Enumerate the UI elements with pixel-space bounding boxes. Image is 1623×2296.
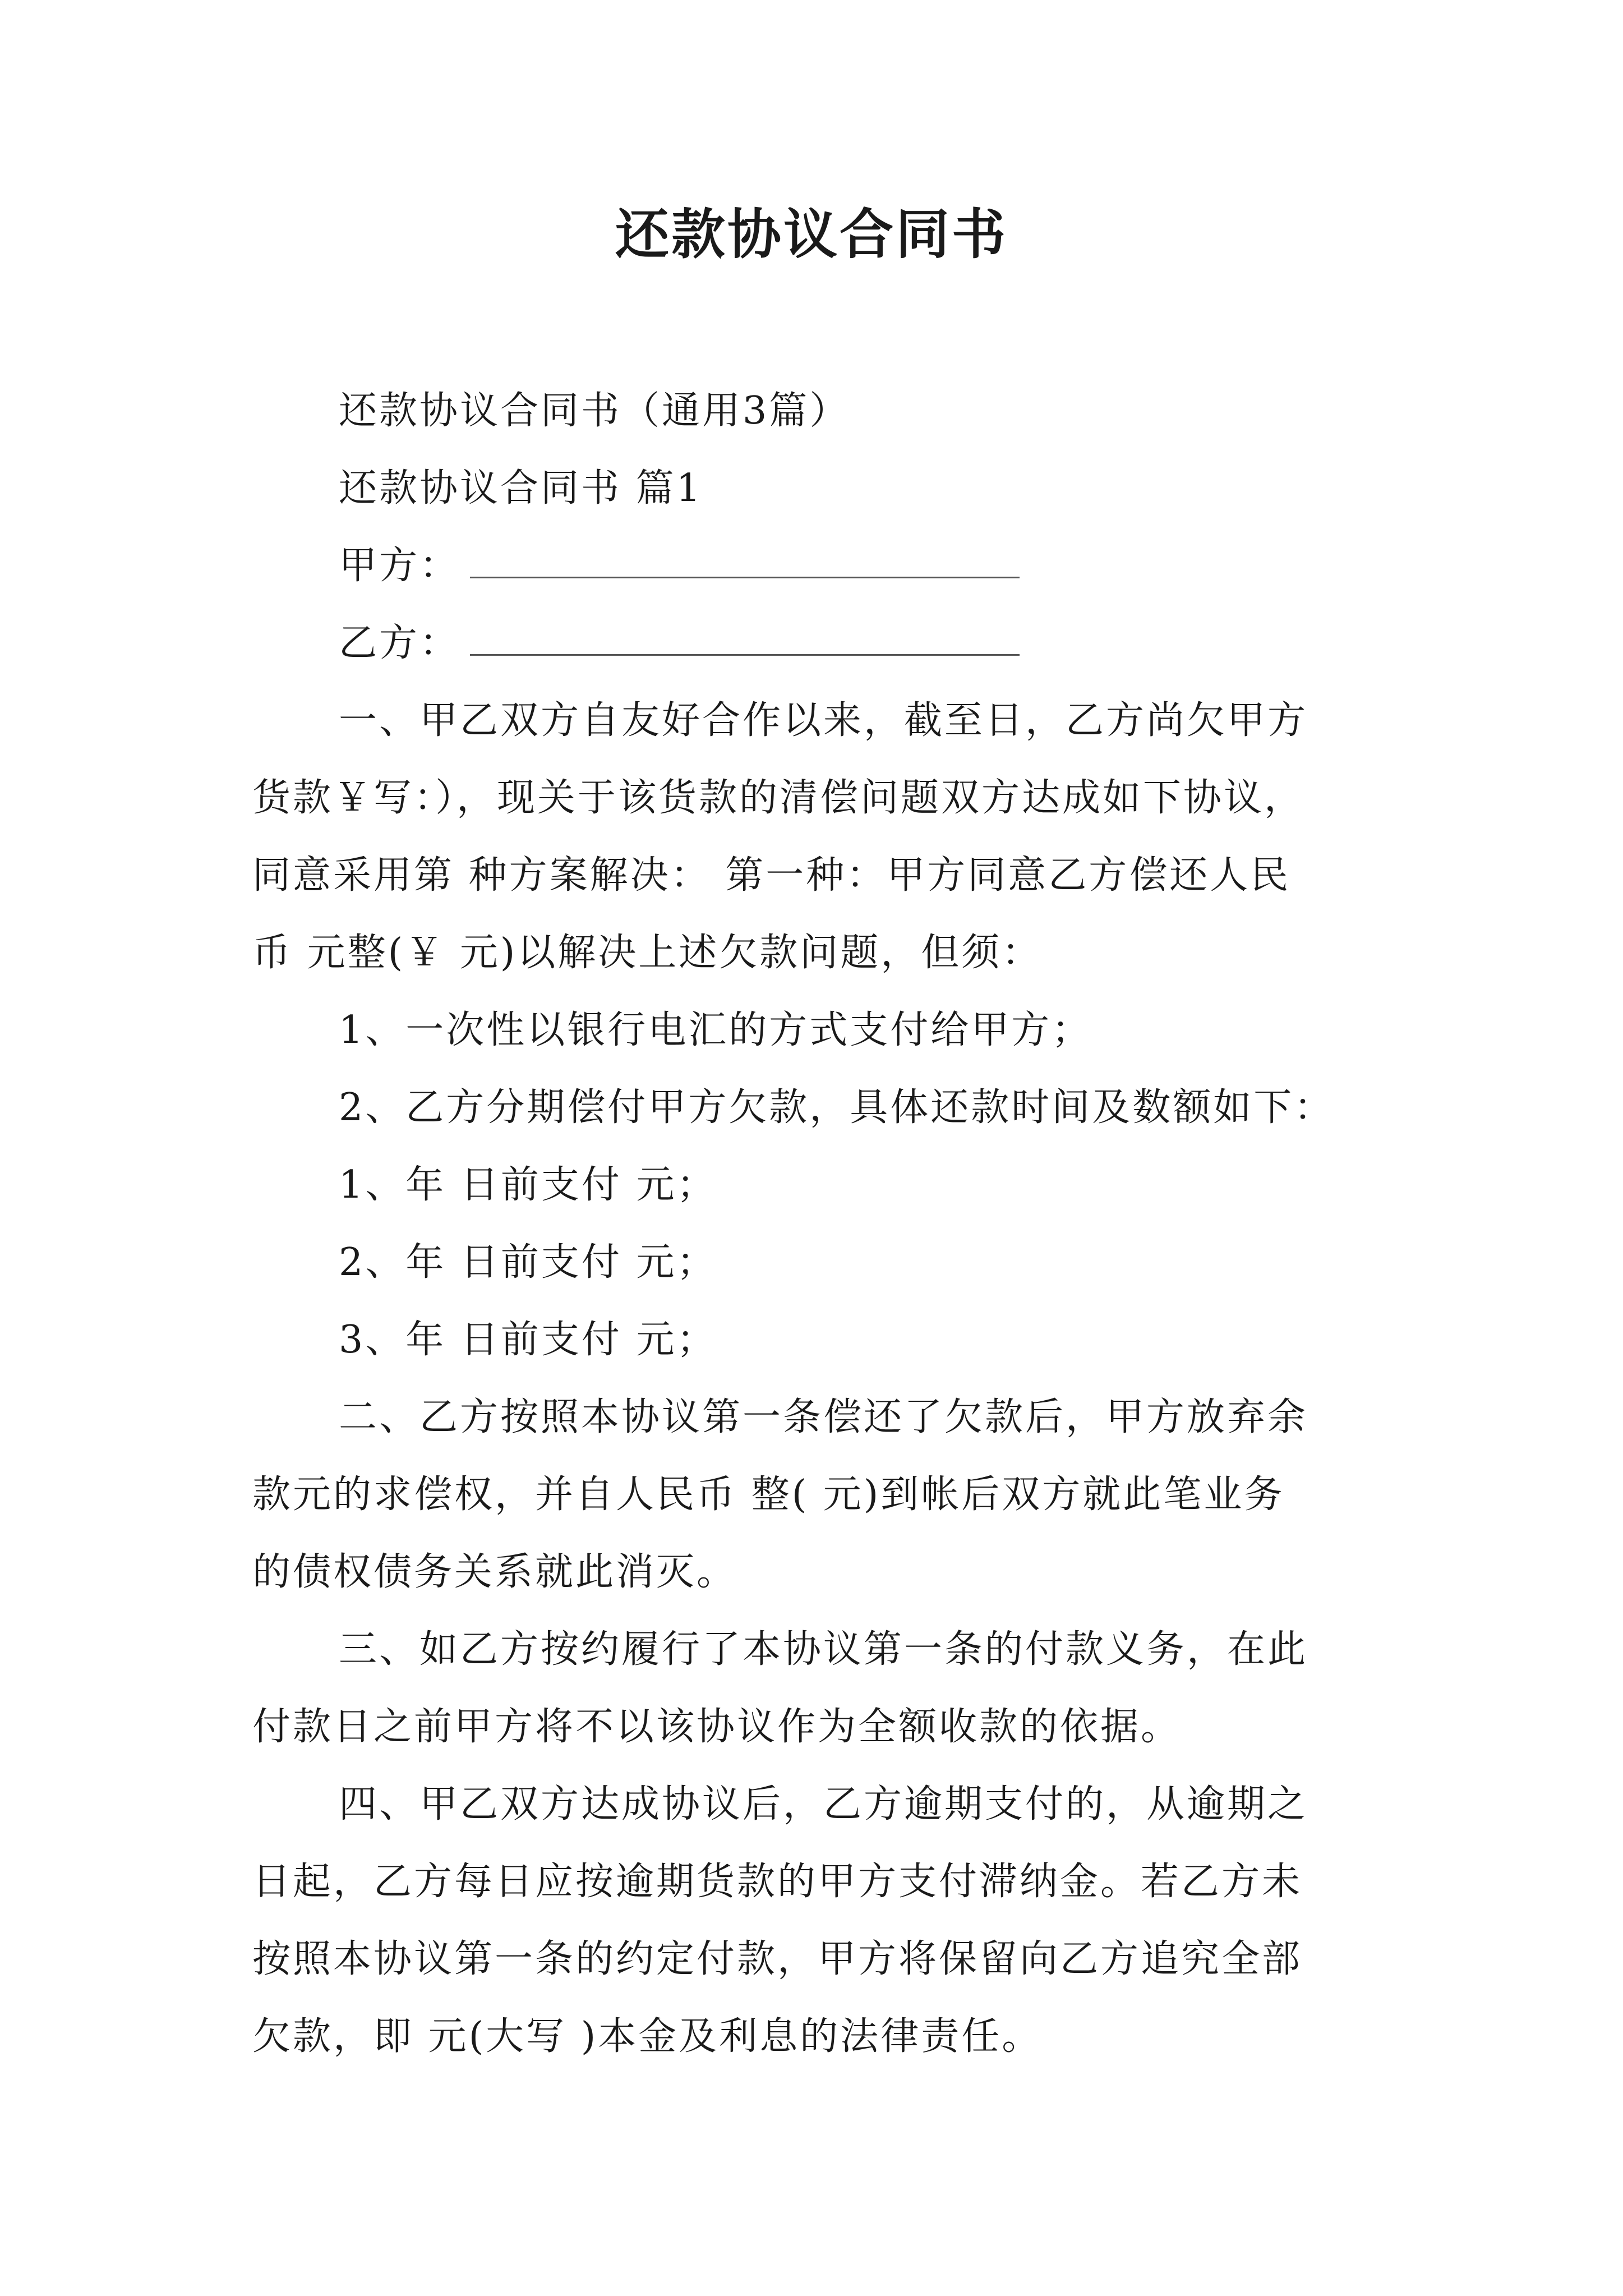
party-b-label: 乙方： — [339, 621, 460, 665]
party-b-blank — [470, 652, 1020, 656]
party-a-blank — [470, 574, 1020, 578]
clause-1-line-4: 币 元整(￥ 元)以解决上述欠款问题，但须： — [252, 931, 1043, 975]
party-a-line — [339, 541, 1020, 591]
section-title: 还款协议合同书 篇1 — [339, 466, 703, 510]
party-a-label: 甲方： — [339, 544, 460, 588]
clause-2-line-1: 二、乙方按照本协议第一条偿还了欠款后，甲方放弃余 — [339, 1395, 1308, 1439]
party-b-line — [339, 618, 1020, 669]
installment-item: 1、年 日前支付 元； — [339, 1163, 717, 1207]
clause-2-line-2: 款元的求偿权，并自人民币 整( 元)到帐后双方就此笔业务 — [252, 1473, 1285, 1517]
payment-option-1: 1、一次性以银行电汇的方式支付给甲方； — [339, 1008, 1092, 1052]
clause-4-line-2: 日起，乙方每日应按逾期货款的甲方支付滞纳金。若乙方未 — [252, 1860, 1303, 1904]
clause-3-line-2: 付款日之前甲方将不以该协议作为全额收款的依据。 — [252, 1705, 1182, 1749]
installment-item: 3、年 日前支付 元； — [339, 1318, 717, 1362]
clause-2-line-3: 的债权债务关系就此消灭。 — [252, 1550, 737, 1594]
clause-1-line-3: 同意采用第 种方案解决： 第一种：甲方同意乙方偿还人民 — [252, 853, 1291, 898]
payment-option-2: 2、乙方分期偿付甲方欠款，具体还款时间及数额如下： — [339, 1085, 1335, 1130]
clause-1-line-2: 货款￥写：），现关于该货款的清偿问题双方达成如下协议， — [252, 776, 1305, 820]
clause-3-line-1: 三、如乙方按约履行了本协议第一条的付款义务，在此 — [339, 1627, 1308, 1672]
clause-4-line-3: 按照本协议第一条的约定付款，甲方将保留向乙方追究全部 — [252, 1937, 1303, 1981]
clause-4-line-1: 四、甲乙双方达成协议后，乙方逾期支付的，从逾期之 — [339, 1782, 1308, 1826]
document-heading: 还款协议合同书（通用3篇） — [339, 389, 850, 433]
document-title: 还款协议合同书 — [615, 203, 1008, 266]
clause-1-line-1: 一、甲乙双方自友好合作以来，截至日，乙方尚欠甲方 — [339, 698, 1308, 743]
installment-item: 2、年 日前支付 元； — [339, 1240, 717, 1285]
clause-4-line-4: 欠款，即 元(大写 )本金及利息的法律责任。 — [252, 2014, 1043, 2059]
